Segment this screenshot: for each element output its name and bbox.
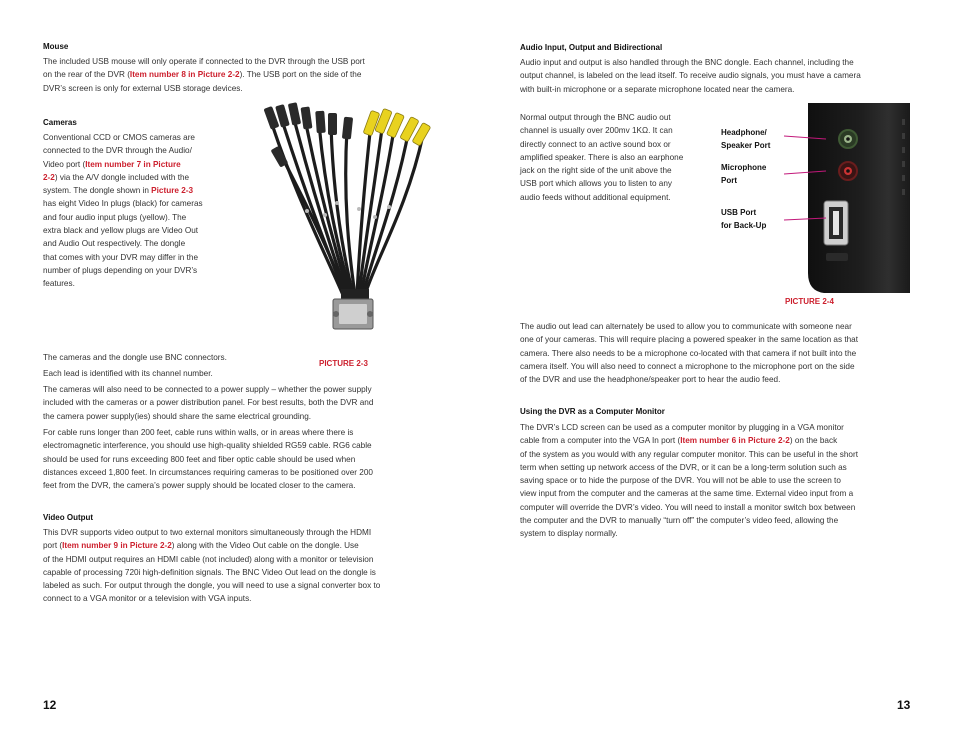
text-line: included with the cameras or a power distribution panel. For best results, both the DVR and [43,398,374,408]
text-line: USB port which allows you to listen to any [520,179,672,189]
audio-paragraph [520,56,915,96]
cable-paragraph [43,426,443,492]
text-run: port ( [43,541,63,551]
text-run: ) along with the Video Out cable on the dongle. Use [171,541,359,551]
text-line: and Audio Out respectively. The dongle [43,239,186,249]
text-line: DVR’s screen is only for external USB storage devices. [43,83,243,93]
text-line [520,434,915,447]
text-line: This DVR supports video output to two external monitors simultaneously through the HDMI [43,528,372,537]
text-line: view input from the computer and the cameras at the same time. External video input from a [520,489,854,499]
text-line: camera. There also needs to be a microphone co-located with that camera if not built into the [520,348,857,358]
text-line: The cameras and the dongle use BNC connectors. [43,353,227,362]
text-line: the computer and the DVR to manually “turn off” the computer’s video feed, allowing the [520,516,839,526]
text-line: capable of processing 720i high-definition signals. The BNC Video Out lead on the dongle is [43,567,376,577]
label-line: USB Port [721,208,757,217]
text-line: saving space or to hide the purpose of the DVR. You will not be able to use the screen to [520,476,841,486]
picture-caption: PICTURE 2-4 [785,297,834,306]
text-line: distances exceed 1,800 feet. In circumstances requiring cameras to be positioned over 200 [43,467,373,477]
video-output-paragraph [43,526,443,606]
text-run: cable from a computer into the VGA In port ( [520,436,681,446]
text-line [43,539,443,552]
text-line: one of your cameras. This will require placing a powered speaker in the same location as that [520,335,858,345]
normal-output-paragraph [520,111,720,204]
text-line: channel is usually over 200mv 1KΩ. It can [520,126,673,136]
text-run: ) via the A/V dongle included with the [54,172,190,182]
picture-reference: Item number 6 in Picture 2-2 [680,436,790,446]
callout-line-microphone [784,171,826,174]
text-line: number of plugs depending on your DVR’s [43,265,198,275]
text-line: term when setting up network access of the DVR, or it can be a long-term solution such as [520,462,847,472]
text-line: Conventional CCD or CMOS cameras are [43,133,195,142]
text-run: ). The USB port on the side of the [239,70,362,80]
text-line: the camera power supply(ies) should share the same electrical grounding. [43,411,312,421]
callout-lines [782,128,837,228]
text-line: output channel, is labeled on the lead itself. To receive audio signals, you must have a camera [520,71,861,81]
text-line: extra black and yellow plugs are Video Out [43,226,199,236]
text-line: has eight Video In plugs (black) for cameras [43,199,203,209]
computer-monitor-heading: Using the DVR as a Computer Monitor [520,407,665,416]
text-line: and four audio input plugs (yellow). The [43,212,187,222]
text-line: jack on the right side of the unit above the [520,166,672,176]
text-line [43,171,263,184]
picture-caption: PICTURE 2-3 [319,359,368,368]
picture-reference: Picture 2-3 [151,186,194,196]
text-line [43,184,263,197]
text-line: directly connect to an active sound box or [520,139,671,149]
video-output-heading: Video Output [43,513,94,522]
text-line: of the DVR and use the headphone/speaker port to hear the audio feed. [520,375,781,385]
text-run: system. The dongle shown in [43,186,152,196]
text-line [43,68,443,81]
text-line: The DVR’s LCD screen can be used as a computer monitor by plugging in a VGA monitor [520,423,844,432]
text-run: ) on the back [789,436,838,446]
picture-reference: Item number 7 in Picture [85,159,181,169]
text-line [43,158,263,171]
text-line: For cable runs longer than 200 feet, cable runs within walls, or in areas where there is [43,428,354,437]
callout-line-headphone [784,136,826,139]
text-line: with built-in microphone or a separate microphone located near the camera. [520,84,795,94]
text-line: that comes with your DVR may differ in the [43,252,199,262]
text-line: audio feeds without additional equipment. [520,192,671,202]
text-line: electromagnetic interference, you should use high-quality shielded RG59 cable. RG6 cable [43,441,372,451]
mouse-heading: Mouse [43,42,69,51]
text-line: connected to the DVR through the Audio/ [43,146,192,156]
picture-reference: 2-2 [43,172,55,182]
callout-line-usb [784,218,826,220]
headphone-label [721,127,770,151]
text-line: of the system as you would with any regular computer monitor. This can be useful in the short [520,449,858,459]
text-line: Each lead is identified with its channel number. [43,368,213,378]
power-paragraph [43,383,443,423]
picture-reference: Item number 9 in Picture 2-2 [62,541,172,551]
audio-heading: Audio Input, Output and Bidirectional [520,43,663,52]
text-line: Normal output through the BNC audio out [520,113,671,122]
page-number: 12 [43,698,57,712]
text-line: The included USB mouse will only operate if connected to the DVR through the USB port [43,57,365,66]
text-run: Video port ( [43,159,86,169]
text-line: amplified speaker. There is also an earphone [520,152,684,162]
text-line: The cameras will also need to be connected to a power supply – whether the power supply [43,385,372,394]
cameras-paragraph [43,131,263,291]
microphone-label [721,162,766,186]
label-line: Headphone/ [721,128,767,137]
text-run: on the rear of the DVR ( [43,70,130,80]
text-line: system to display normally. [520,529,618,539]
usb-port-label [721,207,766,231]
av-dongle-image [263,99,434,335]
text-line: of the HDMI output requires an HDMI cable (not included) along with a monitor or television [43,554,374,564]
page-number: 13 [897,698,911,712]
text-line: labeled as such. For output through the dongle, you will need to use a signal converter box to [43,581,381,591]
text-line: Audio input and output is also handled through the BNC dongle. Each channel, including the [520,58,854,67]
text-line: camera itself. You will also need to connect a microphone to the microphone port on the side [520,361,855,371]
label-line: Port [721,175,737,185]
text-line: computer will override the DVR’s video. You will need to install a monitor switch box between [520,502,856,512]
computer-monitor-paragraph [520,421,915,541]
text-line: features. [43,279,75,289]
picture-reference: Item number 8 in Picture 2-2 [129,70,240,80]
text-line: feet from the DVR, the camera’s power supply should be located closer to the camera. [43,481,356,491]
text-line: The audio out lead can alternately be used to allow you to communicate with someone near [520,322,852,331]
cameras-heading: Cameras [43,118,77,127]
label-line: Speaker Port [721,140,771,150]
bnc-text [43,351,313,380]
label-line: for Back-Up [721,220,767,230]
mouse-paragraph [43,55,443,95]
text-line: connect to a VGA monitor or a television with VGA inputs. [43,594,252,604]
text-line: should be used for runs exceeding 800 feet and fiber optic cable should be used when [43,454,356,464]
audio-out-paragraph [520,320,915,386]
label-line: Microphone [721,163,767,172]
